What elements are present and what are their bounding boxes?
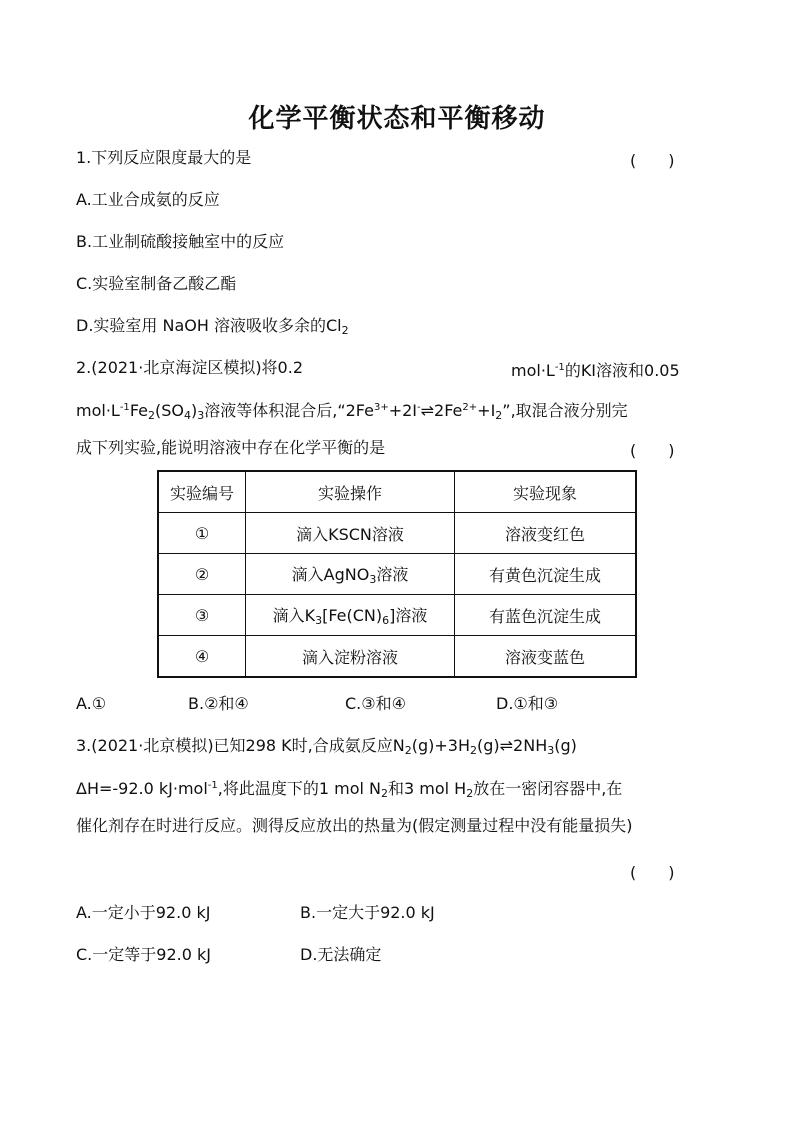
table-cell-no: ③	[158, 595, 246, 636]
q2-line-3: 成下列实验,能说明溶液中存在化学平衡的是	[76, 438, 386, 457]
q2-line-1b	[511, 358, 680, 381]
q3-l2-c-sub: 2	[466, 787, 474, 800]
op-text: 滴入KSCN溶液	[296, 524, 404, 544]
experiment-table	[157, 470, 637, 678]
table-header-cell: 实验现象	[455, 471, 637, 513]
q3-l1-a: 3.(2021·北京模拟)已知298 K时,合成氨反应N	[76, 736, 405, 755]
q2-line-2	[76, 398, 628, 426]
q1-option-c: C.实验室制备乙酸乙酯	[76, 274, 237, 293]
q2-l2-f-sup: -	[417, 402, 421, 413]
op-sub: 3	[369, 573, 377, 586]
table-row	[158, 595, 636, 636]
table-row	[158, 513, 636, 554]
q2-answer-paren: ( )	[630, 441, 675, 460]
q2-l2-h: +I	[477, 401, 496, 420]
table-cell-no: ④	[158, 636, 246, 678]
q2-l2-b-sub: 2	[147, 409, 155, 422]
table-cell-result: 有蓝色沉淀生成	[455, 595, 637, 636]
q1-stem: 1.下列反应限度最大的是	[76, 148, 252, 167]
q3-option-d: D.无法确定	[300, 945, 382, 964]
q3-l2-b: ,将此温度下的1 mol N	[217, 779, 381, 798]
q2-l2-a: mol·L	[76, 401, 120, 420]
q3-option-c: C.一定等于92.0 kJ	[76, 945, 211, 964]
table-header-cell: 实验编号	[158, 471, 246, 513]
op-text: 滴入K	[272, 606, 316, 625]
q3-l2-d: 放在一密闭容器中,在	[473, 779, 623, 798]
q2-line-1a: 2.(2021·北京海淀区模拟)将0.2	[76, 358, 304, 377]
q1-option-d	[76, 316, 349, 341]
q3-line-2	[76, 776, 622, 804]
q2-unit-sup: -1	[554, 362, 565, 373]
table-cell-op	[246, 554, 455, 595]
q2-l2-i: ”,取混合液分别完	[502, 401, 628, 420]
q3-l1-b: (g)+3H	[411, 736, 470, 755]
op-text: [Fe(CN)	[322, 606, 383, 625]
q3-l2-b-sub: 2	[380, 787, 388, 800]
q2-unit: mol·L	[511, 361, 555, 380]
op-text: 溶液	[376, 565, 409, 584]
op-sub: 6	[382, 614, 390, 627]
table-cell-op	[246, 636, 455, 678]
q3-l2-a-sup: -1	[207, 780, 218, 791]
q1-answer-paren: ( )	[630, 151, 675, 170]
q3-line-1	[76, 736, 577, 761]
q2-l2-e: 溶液等体积混合后,“2Fe	[204, 401, 374, 420]
table-cell-result: 有黄色沉淀生成	[455, 554, 637, 595]
q2-option-c: C.③和④	[345, 694, 406, 713]
table-cell-op	[246, 513, 455, 554]
table-row	[158, 636, 636, 678]
table-header-row	[158, 471, 636, 513]
page-title: 化学平衡状态和平衡移动	[248, 104, 546, 134]
q3-line-3: 催化剂存在时进行反应。测得反应放出的热量为(假定测量过程中没有能量损失)	[76, 816, 633, 835]
q3-l2-a: ΔH=-92.0 kJ·mol	[76, 779, 208, 798]
q2-option-b: B.②和④	[188, 694, 249, 713]
table-cell-op	[246, 595, 455, 636]
q3-l1-d: (g)	[554, 736, 577, 755]
q1-option-a: A.工业合成氨的反应	[76, 190, 220, 209]
table-row	[158, 554, 636, 595]
q3-l2-c: 和3 mol H	[387, 779, 467, 798]
table-cell-no: ②	[158, 554, 246, 595]
q3-l1-c: (g)⇌2NH	[477, 736, 548, 755]
table-cell-result: 溶液变蓝色	[455, 636, 637, 678]
op-text: 滴入AgNO	[291, 565, 370, 584]
q2-l2-d-sub: 3	[197, 409, 205, 422]
q3-answer-paren: ( )	[630, 863, 675, 882]
q3-option-b: B.一定大于92.0 kJ	[300, 903, 435, 922]
q2-l2-g-sup: 2+	[462, 402, 478, 413]
q2-l2-a-sup: -1	[119, 402, 130, 413]
q2-l2-h-sub: 2	[495, 409, 503, 422]
q1-option-d-text: D.实验室用 NaOH 溶液吸收多余的Cl	[76, 316, 342, 335]
q3-l1-c-sub: 3	[547, 744, 555, 757]
table-cell-result: 溶液变红色	[455, 513, 637, 554]
q2-l2-e-sup: 3+	[373, 402, 389, 413]
q3-option-a: A.一定小于92.0 kJ	[76, 903, 211, 922]
q2-l2-c-sub: 4	[183, 409, 191, 422]
q3-l1-b-sub: 2	[470, 744, 477, 757]
table-cell-no: ①	[158, 513, 246, 554]
q2-l2-f: +2I	[388, 401, 418, 420]
q2-l2-b: Fe	[129, 401, 148, 420]
q2-option-d: D.①和③	[496, 694, 559, 713]
op-sub: 3	[315, 614, 323, 627]
q1-option-d-sub: 2	[341, 324, 349, 337]
q2-l2-d: )	[190, 401, 198, 420]
q3-l1-a-sub: 2	[404, 744, 412, 757]
op-text: 滴入淀粉溶液	[301, 647, 398, 667]
q1-option-b: B.工业制硫酸接触室中的反应	[76, 232, 285, 251]
op-text: ]溶液	[389, 606, 428, 625]
table-header-cell: 实验操作	[246, 471, 455, 513]
q2-l2-c: (SO	[154, 401, 184, 420]
q2-option-a: A.①	[76, 694, 107, 713]
q2-l2-g: ⇌2Fe	[420, 401, 463, 420]
q2-line-1c: 的KI溶液和0.05	[564, 361, 680, 380]
